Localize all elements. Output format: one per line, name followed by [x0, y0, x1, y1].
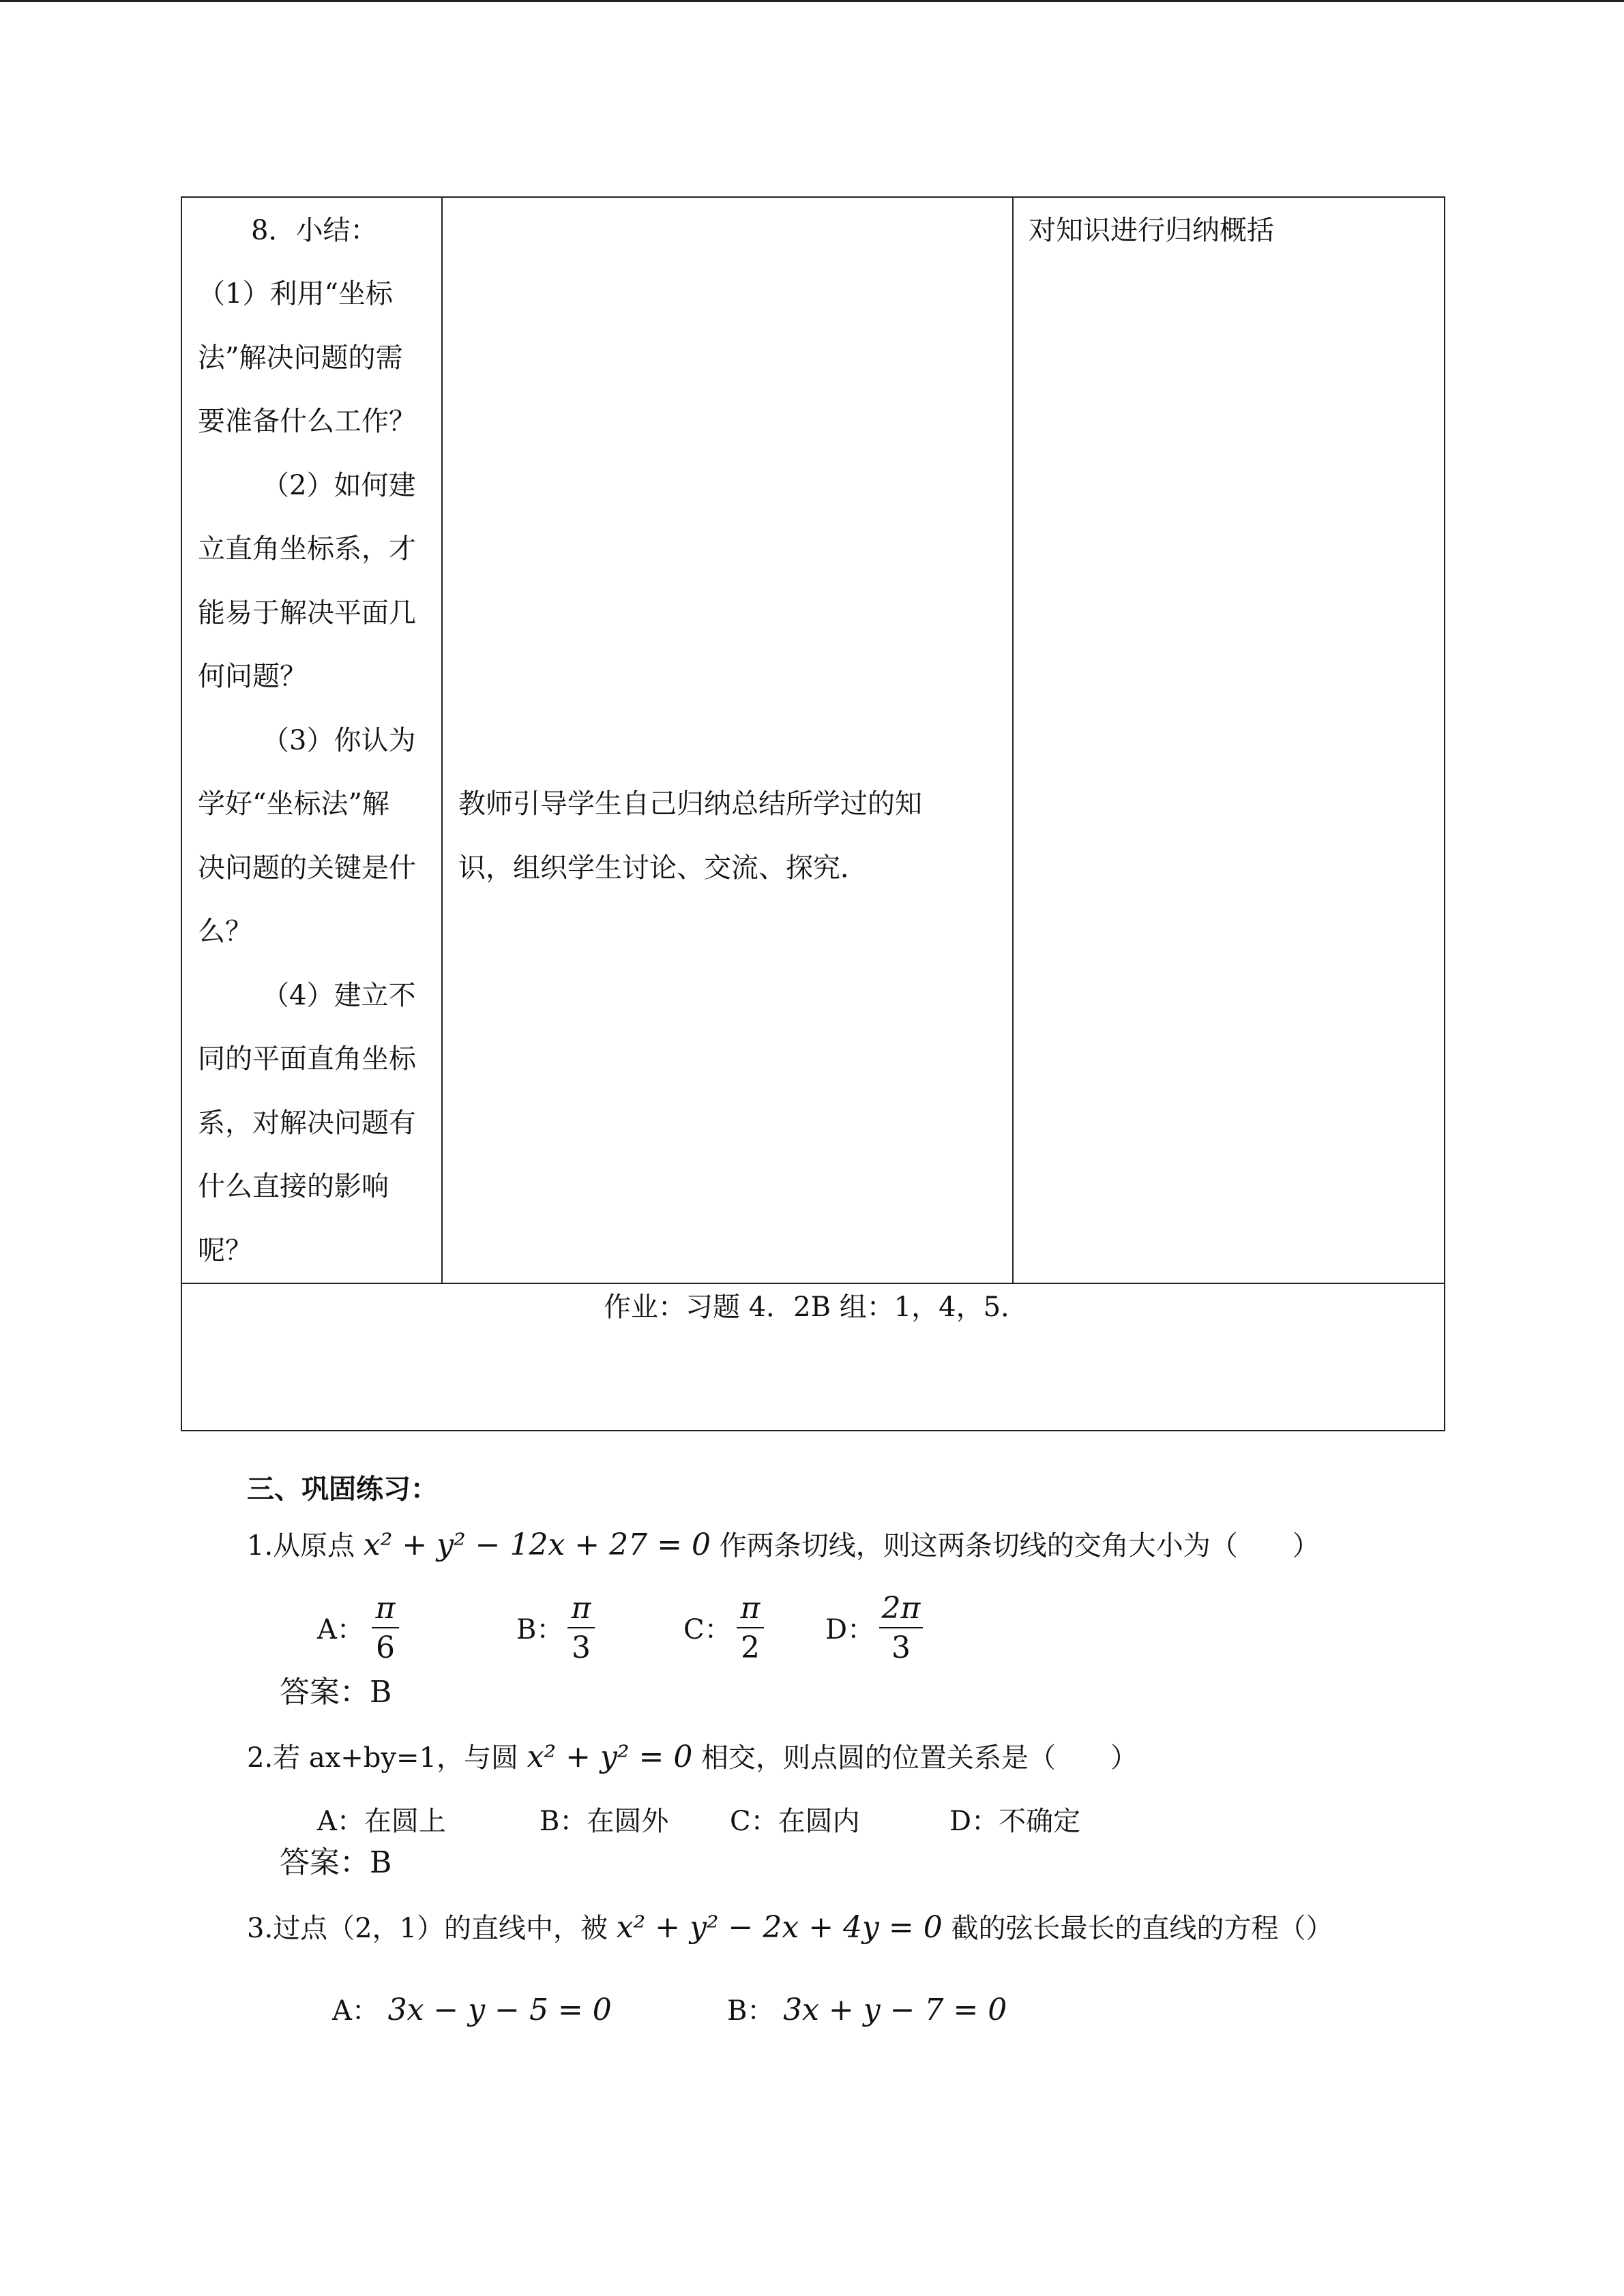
q2-option-c: C：在圆内 [730, 1806, 860, 1837]
q2-option-d: D：不确定 [949, 1806, 1081, 1837]
question-1 [247, 1527, 1320, 1563]
page-top-border [0, 0, 1624, 2]
summary-line: 学好“坐标法”解 [198, 788, 389, 820]
question-3-suffix: 截的弦长最长的直线的方程（） [951, 1913, 1333, 1944]
summary-line: 么？ [198, 916, 252, 947]
fraction-denominator: 2 [741, 1630, 760, 1665]
summary-line: 要准备什么工作？ [198, 406, 416, 437]
table-col-divider-1 [441, 196, 443, 1283]
q1-option-d-label: D： [825, 1614, 875, 1645]
fraction-bar [737, 1627, 764, 1628]
question-1-prefix: 1.从原点 [247, 1530, 355, 1562]
q3-option-b-equation: 3x + y − 7 = 0 [783, 1993, 1007, 2027]
summary-line: 系，对解决问题有 [198, 1107, 416, 1139]
question-1-suffix: 作两条切线，则这两条切线的交角大小为（ ） [719, 1530, 1320, 1562]
summary-line: 什么直接的影响 [198, 1171, 389, 1202]
summary-line: 立直角坐标系，才 [198, 533, 416, 565]
q2-option-a: A：在圆上 [317, 1806, 446, 1837]
question-2-suffix: 相交，则点圆的位置关系是（ ） [701, 1742, 1138, 1774]
summary-line: （4）建立不 [262, 980, 416, 1011]
q1-option-c-fraction [737, 1592, 764, 1665]
q3-option-a-label: A： [332, 1995, 379, 2027]
fraction-denominator: 3 [891, 1630, 911, 1665]
question-2 [247, 1740, 1138, 1775]
fraction-denominator: 6 [376, 1630, 395, 1665]
q2-option-b: B：在圆外 [540, 1806, 669, 1837]
summary-heading: 8．小结： [251, 215, 378, 246]
design-intent: 对知识进行归纳概括 [1029, 215, 1274, 246]
q3-option-a-equation: 3x − y − 5 = 0 [387, 1993, 612, 2027]
question-3-prefix: 3.过点（2，1）的直线中，被 [247, 1913, 608, 1944]
homework-text: 作业：习题 4．2B 组：1，4，5． [604, 1292, 1029, 1323]
q1-option-a-fraction [372, 1592, 399, 1665]
q2-answer: 答案：B [280, 1845, 392, 1880]
summary-line: 法”解决问题的需 [198, 342, 403, 374]
q1-option-b-label: B： [516, 1614, 564, 1645]
summary-line: 能易于解决平面几 [198, 597, 416, 629]
summary-line: 决问题的关键是什 [198, 852, 416, 884]
fraction-bar [567, 1627, 595, 1628]
q1-option-b-fraction [567, 1592, 595, 1665]
question-1-equation: x² + y² − 12x + 27 = 0 [363, 1527, 711, 1562]
question-3 [247, 1910, 1333, 1945]
q1-answer: 答案：B [280, 1675, 392, 1710]
fraction-denominator: 3 [572, 1630, 591, 1665]
summary-line: （1）利用“坐标 [198, 278, 393, 310]
q3-option-b [727, 1993, 1007, 2028]
summary-line: 何问题？ [198, 661, 307, 692]
section-title: 三、巩固练习： [247, 1473, 438, 1505]
q1-option-a-label: A： [317, 1614, 364, 1645]
summary-line: 同的平面直角坐标 [198, 1043, 416, 1075]
fraction-bar [372, 1627, 399, 1628]
table-row-divider [181, 1283, 1444, 1284]
teacher-activity-line-2: 识，组织学生讨论、交流、探究． [458, 852, 868, 884]
q3-option-b-label: B： [727, 1995, 775, 2027]
fraction-numerator: 2π [881, 1591, 921, 1626]
table-col-divider-2 [1012, 196, 1014, 1283]
teacher-activity-line-1: 教师引导学生自己归纳总结所学过的知 [458, 788, 922, 820]
q1-option-d-fraction [879, 1592, 923, 1665]
summary-line: （3）你认为 [262, 725, 416, 756]
summary-line: 呢？ [198, 1235, 252, 1266]
fraction-numerator: π [375, 1591, 396, 1626]
q1-option-c-label: C： [683, 1614, 732, 1645]
q3-option-a [332, 1993, 612, 2028]
question-2-prefix: 2.若 ax+by=1，与圆 [247, 1742, 518, 1774]
fraction-numerator: π [571, 1591, 591, 1626]
summary-line: （2）如何建 [262, 470, 416, 501]
question-2-equation: x² + y² = 0 [527, 1740, 693, 1774]
fraction-bar [879, 1627, 923, 1628]
question-3-equation: x² + y² − 2x + 4y = 0 [616, 1910, 943, 1945]
fraction-numerator: π [740, 1591, 761, 1626]
